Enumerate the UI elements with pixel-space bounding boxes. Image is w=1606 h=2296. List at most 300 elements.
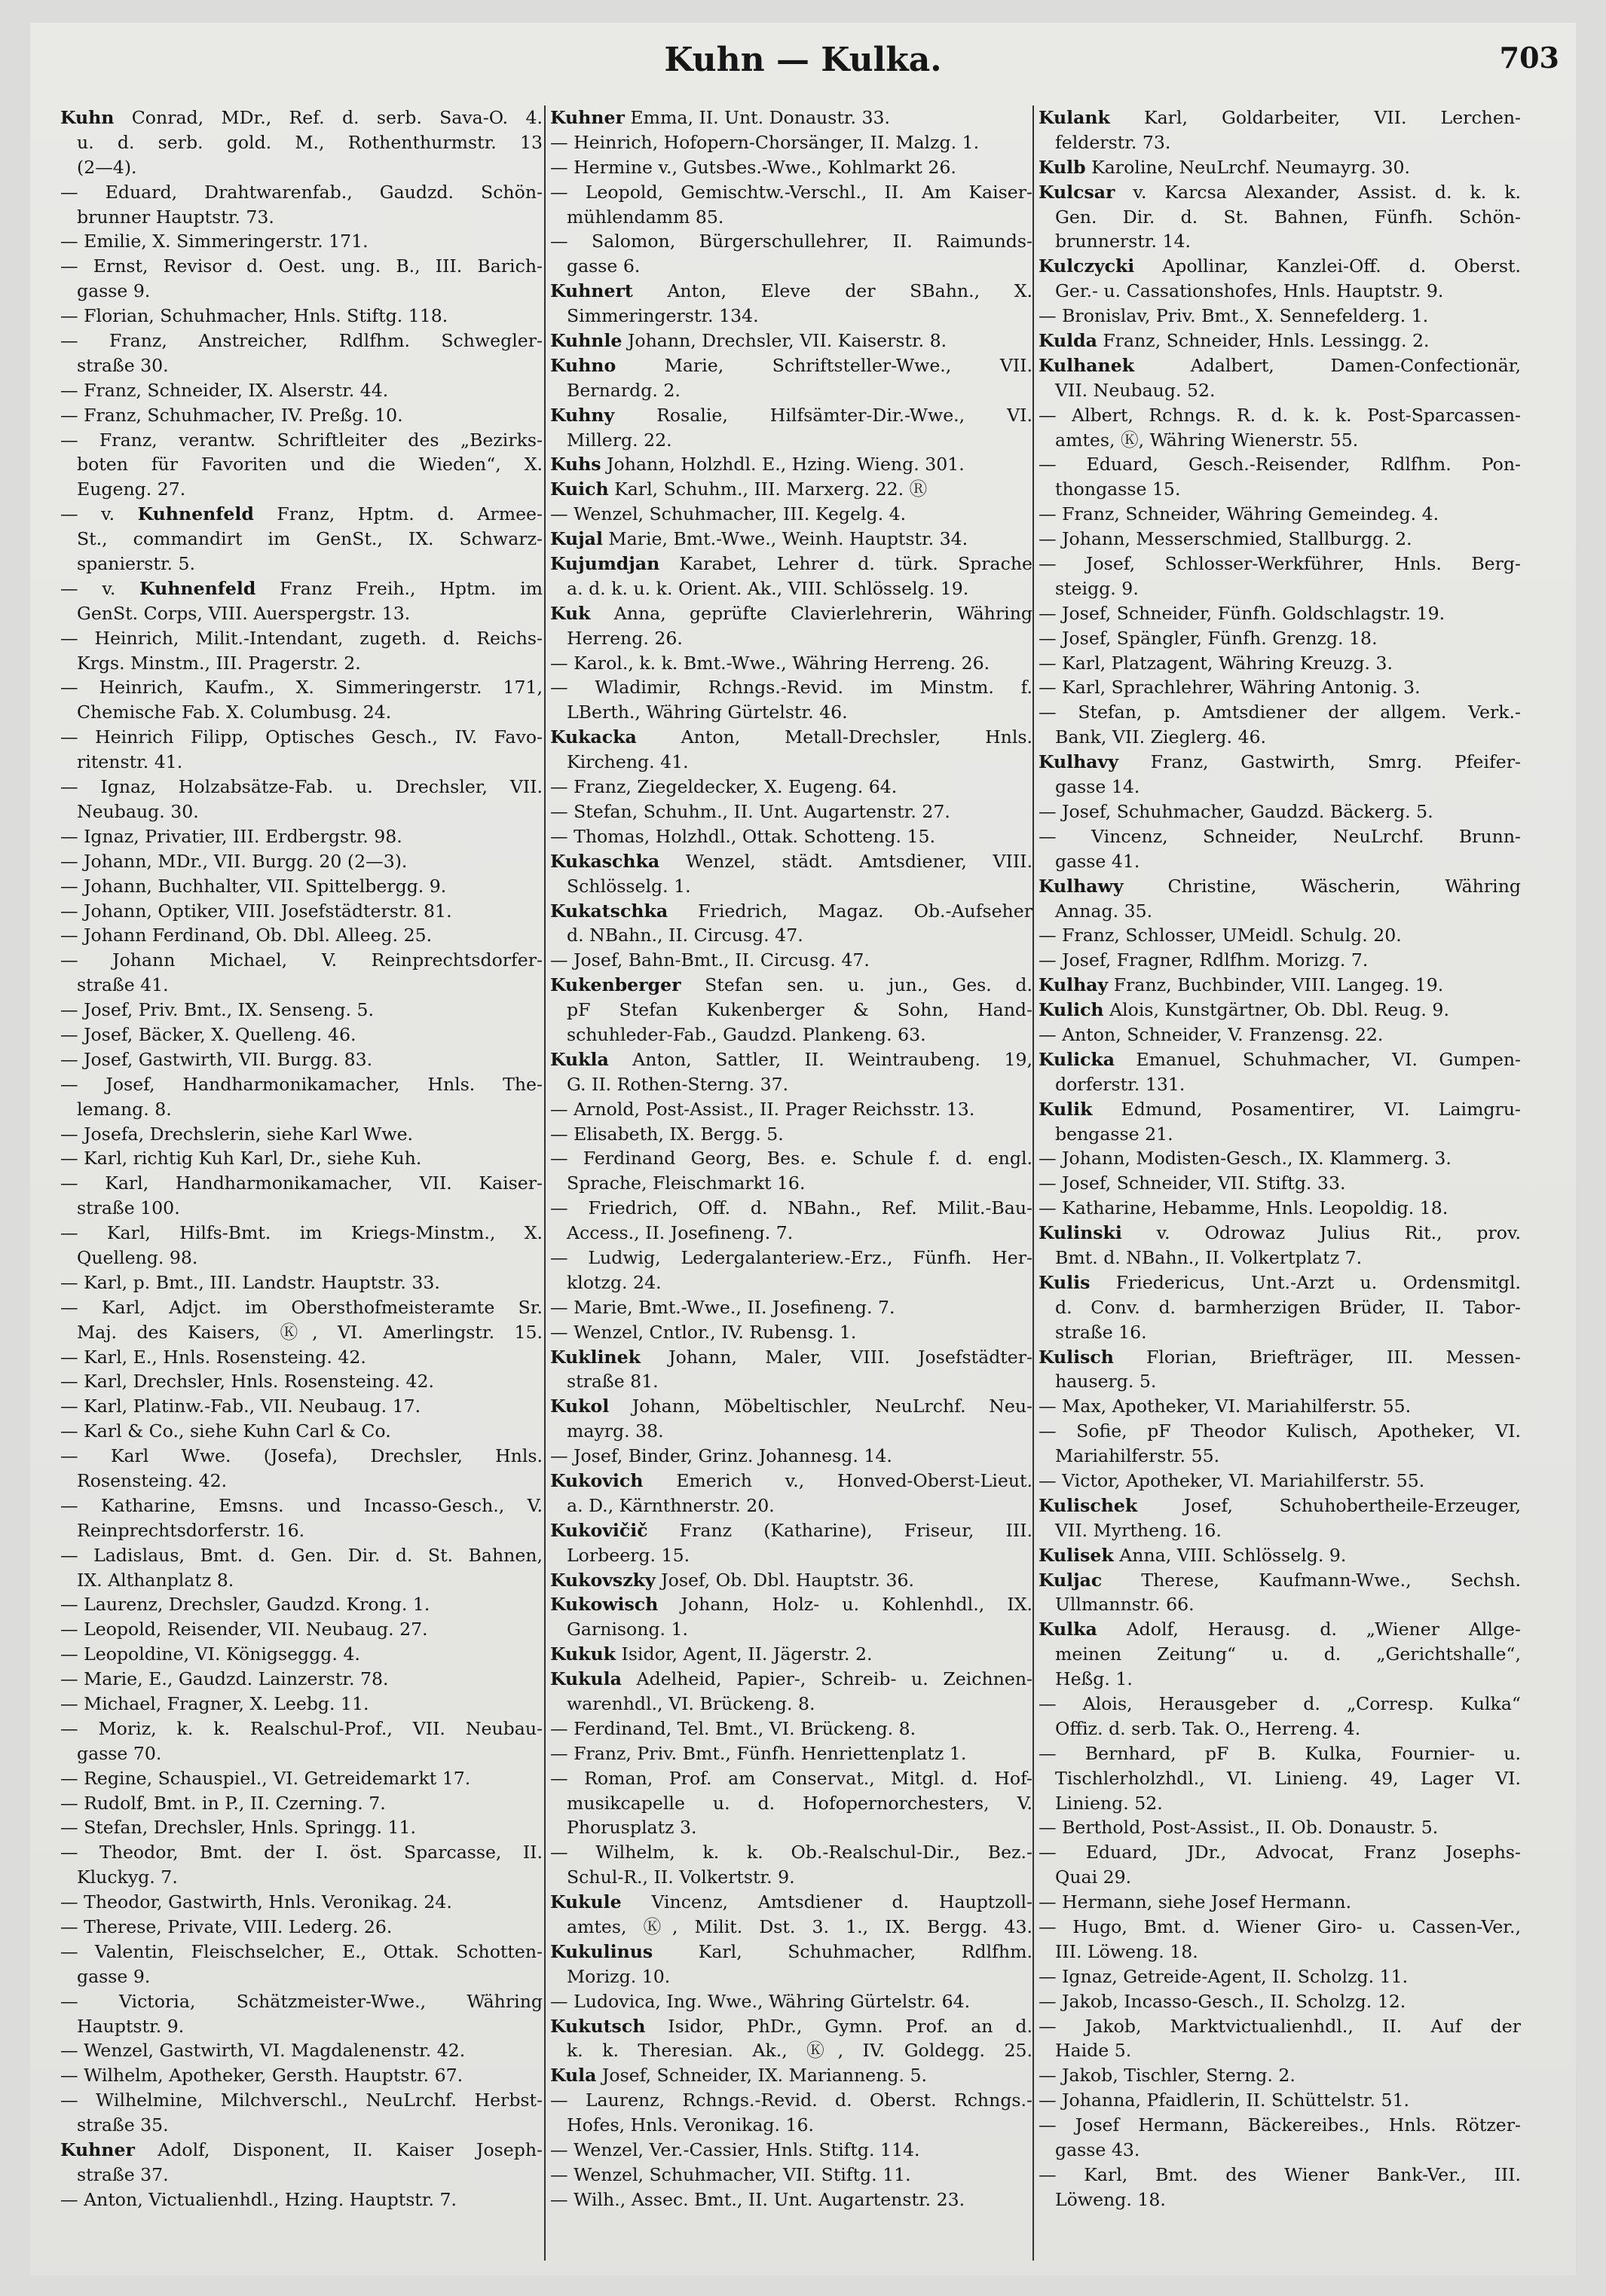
surname-headword: Kuhn — [60, 107, 115, 128]
entry-line: GenSt. Corps, VIII. Auerspergstr. 13. — [77, 602, 411, 624]
surname-headword: Kulik — [1039, 1098, 1093, 1120]
entry-line: — Katharine, Hebamme, Hnls. Leopoldig. 18. — [1039, 1197, 1448, 1219]
entry-line: amtes, Ⓚ, Währing Wienerstr. 55. — [1055, 429, 1359, 451]
entry-line: — Karl, Sprachlehrer, Währing Antonig. 3. — [1039, 677, 1421, 699]
entry-headword-line: Kuhn Conrad, MDr., Ref. d. serb. Sava-O. 4. — [60, 107, 543, 128]
entry-line: a. D., Kärnthnerstr. 20. — [567, 1494, 775, 1516]
entry-line: Sprache, Fleischmarkt 16. — [567, 1172, 806, 1194]
entry-line: Mariahilferstr. 55. — [1055, 1445, 1220, 1467]
entry-headword-line: Kukenberger Stefan sen. u. jun., Ges. d. — [550, 974, 1032, 996]
entry-headword-line: Kujumdjan Karabet, Lehrer d. türk. Sprache — [550, 553, 1032, 575]
entry-line: — Hermine v., Gutsbes.-Wwe., Kohlmarkt 26. — [550, 156, 956, 178]
entry-line: — Rudolf, Bmt. in P., II. Czerning. 7. — [60, 1792, 386, 1814]
entry-headword-line: Kukatschka Friedrich, Magaz. Ob.-Aufseher — [550, 900, 1032, 922]
entry-line: — Bernhard, pF B. Kulka, Fournier- u. — [1039, 1742, 1521, 1764]
entry-line: — Wenzel, Cntlor., IV. Rubensg. 1. — [550, 1321, 857, 1343]
entry-line: Bernardg. 2. — [567, 379, 681, 401]
entry-line: bengasse 21. — [1055, 1123, 1173, 1145]
entry-line: steigg. 9. — [1055, 577, 1139, 599]
entry-line: — Josef, Handharmonikamacher, Hnls. The- — [60, 1073, 543, 1095]
entry-line: — Wilhelm, k. k. Ob.-Realschul-Dir., Bez.- — [550, 1842, 1032, 1863]
entry-line: — Josef, Schlosser-Werkführer, Hnls. Berg- — [1039, 553, 1521, 575]
surname-headword: Kukatschka — [550, 900, 668, 922]
entry-headword-line: Kuich Karl, Schuhm., III. Marxerg. 22. Ⓡ — [550, 478, 928, 500]
entry-line: straße 41. — [77, 974, 169, 996]
entry-line: — Wenzel, Ver.-Cassier, Hnls. Stiftg. 114. — [550, 2139, 920, 2161]
entry-line: lemang. 8. — [77, 1098, 172, 1120]
surname-headword: Kukla — [550, 1048, 609, 1070]
surname-headword: Kulhavy — [1039, 751, 1118, 773]
entry-line: — Josef, Spängler, Fünfh. Grenzg. 18. — [1039, 627, 1378, 649]
entry-headword-line: Kukacka Anton, Metall-Drechsler, Hnls. — [550, 726, 1032, 748]
surname-headword: Kulb — [1039, 156, 1086, 178]
entry-line: — Therese, Private, VIII. Lederg. 26. — [60, 1916, 393, 1938]
entry-line: — Josef, Priv. Bmt., IX. Senseng. 5. — [60, 999, 374, 1021]
entry-line: — Theodor, Bmt. der I. öst. Sparcasse, II. — [60, 1842, 543, 1863]
surname-headword: Kulischek — [1039, 1494, 1138, 1516]
entry-line: G. II. Rothen-Sterng. 37. — [567, 1073, 789, 1095]
entry-headword-line: Kuhner Adolf, Disponent, II. Kaiser Joseph- — [60, 2139, 543, 2161]
entry-line: — Ferdinand Georg, Bes. e. Schule f. d. engl. — [550, 1148, 1032, 1169]
entry-line: LBerth., Währing Gürtelstr. 46. — [567, 702, 848, 723]
entry-headword-line: — v. Kuhnenfeld Franz, Hptm. d. Armee- — [60, 503, 543, 525]
surname-headword: Kuhner — [550, 107, 625, 128]
surname-headword: Kuhny — [550, 404, 615, 426]
entry-line: straße 37. — [77, 2163, 169, 2185]
entry-line: — Roman, Prof. am Conservat., Mitgl. d. Hof- — [550, 1767, 1032, 1789]
entry-line: a. d. k. u. k. Orient. Ak., VIII. Schlösselg. 19. — [567, 577, 969, 599]
surname-headword: Kukule — [550, 1891, 622, 1913]
surname-headword: Kujumdjan — [550, 553, 660, 575]
surname-headword: Kukowisch — [550, 1594, 659, 1616]
surname-headword: Kulhay — [1039, 974, 1109, 996]
entry-line: Annag. 35. — [1055, 900, 1153, 922]
entry-line: Quai 29. — [1055, 1866, 1132, 1888]
entry-line: — Valentin, Fleischselcher, E., Ottak. Schotten- — [60, 1940, 543, 1962]
entry-line: Bmt. d. NBahn., II. Volkertplatz 7. — [1055, 1246, 1363, 1268]
entry-line: hauserg. 5. — [1055, 1371, 1157, 1393]
surname-headword: Kuhnenfeld — [137, 503, 254, 525]
entry-line: Quelleng. 98. — [77, 1246, 198, 1268]
entry-headword-line: Kula Josef, Schneider, IX. Marianneng. 5. — [550, 2065, 927, 2087]
entry-line: — Ludovica, Ing. Wwe., Währing Gürtelstr. 64. — [550, 1990, 971, 2012]
entry-line: — Jakob, Tischler, Sterng. 2. — [1039, 2065, 1296, 2087]
entry-line: — Ferdinand, Tel. Bmt., VI. Brückeng. 8. — [550, 1717, 916, 1739]
surname-headword: Kuich — [550, 478, 609, 500]
entry-line: mayrg. 38. — [567, 1420, 664, 1442]
entry-line: — Franz, Priv. Bmt., Fünfh. Henriettenplatz 1. — [550, 1742, 967, 1764]
entry-line: Rosensteing. 42. — [77, 1469, 228, 1491]
entry-headword-line: Kukovszky Josef, Ob. Dbl. Hauptstr. 36. — [550, 1569, 915, 1591]
column-divider — [1032, 105, 1034, 2261]
entry-headword-line: Kuljac Therese, Kaufmann-Wwe., Sechsh. — [1039, 1569, 1521, 1591]
entry-line: — Regine, Schauspiel., VI. Getreidemarkt 17. — [60, 1767, 471, 1789]
surname-headword: Kukuk — [550, 1643, 616, 1665]
entry-line: pF Stefan Kukenberger & Sohn, Hand- — [567, 999, 1032, 1021]
entry-line: gasse 41. — [1055, 850, 1140, 872]
entry-line: VII. Myrtheng. 16. — [1055, 1519, 1222, 1541]
entry-line: — Moriz, k. k. Realschul-Prof., VII. Neubau- — [60, 1717, 543, 1739]
entry-line: Hofes, Hnls. Veronikag. 16. — [567, 2114, 815, 2136]
entry-line: — Karl, Bmt. des Wiener Bank-Ver., III. — [1039, 2163, 1521, 2185]
entry-line: — Josef, Schuhmacher, Gaudzd. Bäckerg. 5. — [1039, 800, 1433, 822]
entry-line: Hauptstr. 9. — [77, 2015, 185, 2037]
entry-headword-line: Kulhawy Christine, Wäscherin, Währing — [1039, 875, 1521, 897]
entry-line: — Ignaz, Holzabsätze-Fab. u. Drechsler, VII. — [60, 776, 543, 798]
entry-line: — Hugo, Bmt. d. Wiener Giro- u. Cassen-Ver., — [1039, 1916, 1521, 1938]
surname-headword: Kulhawy — [1039, 875, 1124, 897]
entry-line: — Leopold, Reisender, VII. Neubaug. 27. — [60, 1619, 428, 1640]
entry-headword-line: Kuhnert Anton, Eleve der SBahn., X. — [550, 280, 1032, 302]
entry-line: — Leopold, Gemischtw.-Verschl., II. Am Kaiser- — [550, 181, 1032, 203]
entry-headword-line: Kulhay Franz, Buchbinder, VIII. Langeg. 19. — [1039, 974, 1444, 996]
entry-line: (2—4). — [77, 156, 137, 178]
entry-line: — Josef, Schneider, VII. Stiftg. 33. — [1039, 1172, 1346, 1194]
entry-headword-line: Kulb Karoline, NeuLrchf. Neumayrg. 30. — [1039, 156, 1411, 178]
entry-line: — Laurenz, Rchngs.-Revid. d. Oberst. Rchngs.- — [550, 2090, 1032, 2111]
entry-line: — Johann, Optiker, VIII. Josefstädterstr. 81. — [60, 900, 452, 922]
entry-line: — Bronislav, Priv. Bmt., X. Sennefelderg. 1. — [1039, 305, 1429, 327]
entry-headword-line: Kulich Alois, Kunstgärtner, Ob. Dbl. Reug. 9. — [1039, 999, 1449, 1021]
entry-line: — Josef Hermann, Bäckereibes., Hnls. Rötzer- — [1039, 2114, 1521, 2136]
entry-line: Lorbeerg. 15. — [567, 1544, 690, 1566]
entry-line: Offiz. d. serb. Tak. O., Herreng. 4. — [1055, 1717, 1361, 1739]
surname-headword: Kulcsar — [1039, 181, 1115, 203]
entry-line: — Hermann, siehe Josef Hermann. — [1039, 1891, 1352, 1913]
surname-headword: Kukacka — [550, 726, 637, 748]
entry-line: — Heinrich, Milit.-Intendant, zugeth. d. Reichs- — [60, 627, 543, 649]
entry-headword-line: Kulank Karl, Goldarbeiter, VII. Lerchen- — [1039, 107, 1521, 128]
entry-line: — Arnold, Post-Assist., II. Prager Reichsstr. 13. — [550, 1098, 975, 1120]
entry-line: — Stefan, p. Amtsdiener der allgem. Verk.- — [1039, 702, 1521, 723]
entry-line: — Franz, Schneider, IX. Alserstr. 44. — [60, 379, 389, 401]
entry-line: — Emilie, X. Simmeringerstr. 171. — [60, 231, 369, 252]
entry-line: — Ladislaus, Bmt. d. Gen. Dir. d. St. Bahnen, — [60, 1544, 543, 1566]
entry-headword-line: Kuhner Emma, II. Unt. Donaustr. 33. — [550, 107, 891, 128]
entry-line: — Karl Wwe. (Josefa), Drechsler, Hnls. — [60, 1445, 543, 1467]
entry-line: Linieng. 52. — [1055, 1792, 1163, 1814]
entry-line: — Anton, Schneider, V. Franzensg. 22. — [1039, 1023, 1384, 1045]
entry-line: boten für Favoriten und die Wieden“, X. — [77, 454, 543, 475]
entry-line: — Johanna, Pfaidlerin, II. Schüttelstr. 51. — [1039, 2090, 1410, 2111]
surname-headword: Kulicka — [1039, 1048, 1115, 1070]
entry-headword-line: Kukovich Emerich v., Honved-Oberst-Lieut. — [550, 1469, 1032, 1491]
entry-line: — Wenzel, Schuhmacher, III. Kegelg. 4. — [550, 503, 907, 525]
surname-headword: Kukovičič — [550, 1519, 648, 1541]
entry-line: musikcapelle u. d. Hofopernorchesters, V. — [567, 1792, 1032, 1814]
entry-line: — Eduard, Drahtwarenfab., Gaudzd. Schön- — [60, 181, 543, 203]
entry-line: Maj. des Kaisers, Ⓚ, VI. Amerlingstr. 15. — [77, 1321, 543, 1343]
page-header — [0, 15, 1606, 87]
entry-headword-line: Kukuk Isidor, Agent, II. Jägerstr. 2. — [550, 1643, 873, 1665]
entry-line: Millerg. 22. — [567, 429, 672, 451]
entry-line: — Elisabeth, IX. Bergg. 5. — [550, 1123, 784, 1145]
entry-headword-line: Kuhnle Johann, Drechsler, VII. Kaiserstr. 8. — [550, 330, 947, 352]
entry-line: — Jakob, Marktvictualienhdl., II. Auf der — [1039, 2015, 1521, 2037]
entry-line: klotzg. 24. — [567, 1271, 662, 1293]
running-head: Kuhn — Kulka. — [664, 41, 942, 79]
surname-headword: Kuhno — [550, 354, 616, 376]
entry-line: k. k. Theresian. Ak., Ⓚ, IV. Goldegg. 25. — [567, 2040, 1032, 2062]
entry-line: Schul-R., II. Volkertstr. 9. — [567, 1866, 795, 1888]
entry-line: — Florian, Schuhmacher, Hnls. Stiftg. 118. — [60, 305, 448, 327]
surname-headword: Kukutsch — [550, 2015, 646, 2037]
entry-line: — Karl, Adjct. im Obersthofmeisteramte Sr. — [60, 1296, 543, 1318]
entry-line: Kircheng. 41. — [567, 751, 689, 773]
entry-line: dorferstr. 131. — [1055, 1073, 1185, 1095]
page-number: 703 — [1499, 41, 1559, 75]
entry-headword-line: Kukowisch Johann, Holz- u. Kohlenhdl., IX. — [550, 1594, 1032, 1616]
entry-line: — Ignaz, Privatier, III. Erdbergstr. 98. — [60, 825, 402, 847]
entry-line: Reinprechtsdorferstr. 16. — [77, 1519, 305, 1541]
entry-headword-line: Kulischek Josef, Schuhobertheile-Erzeuger, — [1039, 1494, 1521, 1516]
entry-line: — Karl, Hilfs-Bmt. im Kriegs-Minstm., X. — [60, 1222, 543, 1244]
surname-headword: Kuk — [550, 602, 591, 624]
column-2 — [550, 105, 1032, 2212]
entry-line: IX. Althanplatz 8. — [77, 1569, 234, 1591]
entry-line: — Alois, Herausgeber d. „Corresp. Kulka“ — [1039, 1693, 1521, 1714]
entry-headword-line: Kukulinus Karl, Schuhmacher, Rdlfhm. — [550, 1940, 1032, 1962]
entry-line: Ullmannstr. 66. — [1055, 1594, 1195, 1616]
entry-line: Krgs. Minstm., III. Pragerstr. 2. — [77, 652, 361, 674]
entry-line: — Victor, Apotheker, VI. Mariahilferstr. 55. — [1039, 1469, 1425, 1491]
column-divider — [544, 105, 546, 2261]
entry-headword-line: Kukla Anton, Sattler, II. Weintraubeng. 19, — [550, 1048, 1032, 1070]
entry-line: — Stefan, Schuhm., II. Unt. Augartenstr. 27. — [550, 800, 950, 822]
entry-line: Gen. Dir. d. St. Bahnen, Fünfh. Schön- — [1055, 206, 1521, 228]
entry-line: — Wilhelmine, Milchverschl., NeuLrchf. Herbst- — [60, 2090, 543, 2111]
entry-line: — Leopoldine, VI. Königseggg. 4. — [60, 1643, 360, 1665]
surname-headword: Kuljac — [1039, 1569, 1103, 1591]
entry-line: — Laurenz, Drechsler, Gaudzd. Krong. 1. — [60, 1594, 430, 1616]
entry-line: thongasse 15. — [1055, 478, 1181, 500]
entry-headword-line: Kulicka Emanuel, Schuhmacher, VI. Gumpen- — [1039, 1048, 1521, 1070]
surname-headword: Kukovszky — [550, 1569, 656, 1591]
entry-headword-line: Kulda Franz, Schneider, Hnls. Lessingg. 2. — [1039, 330, 1430, 352]
entry-line: straße 30. — [77, 354, 169, 376]
entry-line: mühlendamm 85. — [567, 206, 724, 228]
entry-headword-line: Kukaschka Wenzel, städt. Amtsdiener, VIII. — [550, 850, 1032, 872]
entry-line: meinen Zeitung“ u. d. „Gerichtshalle“, — [1055, 1643, 1521, 1665]
entry-line: — Josefa, Drechslerin, siehe Karl Wwe. — [60, 1123, 414, 1145]
entry-line: — Friedrich, Off. d. NBahn., Ref. Milit.-Bau- — [550, 1197, 1032, 1219]
entry-line: Eugeng. 27. — [77, 478, 186, 500]
entry-headword-line: Kukule Vincenz, Amtsdiener d. Hauptzoll- — [550, 1891, 1032, 1913]
surname-headword: Kuhnenfeld — [139, 577, 256, 599]
entry-line: — Josef, Binder, Grinz. Johannesg. 14. — [550, 1445, 892, 1467]
surname-headword: Kukenberger — [550, 974, 681, 996]
surname-headword: Kulisek — [1039, 1544, 1114, 1566]
column-1 — [60, 105, 543, 2212]
surname-headword: Kukol — [550, 1396, 610, 1417]
surname-headword: Kulisch — [1039, 1346, 1114, 1368]
entry-line: — Johann Ferdinand, Ob. Dbl. Alleeg. 25. — [60, 925, 433, 946]
entry-line: — Franz, Schneider, Währing Gemeindeg. 4. — [1039, 503, 1439, 525]
entry-headword-line: Kukutsch Isidor, PhDr., Gymn. Prof. an d. — [550, 2015, 1032, 2037]
entry-headword-line: Kulisek Anna, VIII. Schlösselg. 9. — [1039, 1544, 1347, 1566]
entry-line: gasse 70. — [77, 1742, 162, 1764]
entry-line: straße 100. — [77, 1197, 180, 1219]
entry-line: Tischlerholzhdl., VI. Linieng. 49, Lager VI. — [1055, 1767, 1521, 1789]
entry-line: Schlösselg. 1. — [567, 875, 691, 897]
entry-line: VII. Neubaug. 52. — [1055, 379, 1216, 401]
entry-line: — Marie, E., Gaudzd. Lainzerstr. 78. — [60, 1668, 389, 1690]
entry-line: — Wenzel, Gastwirth, VI. Magdalenenstr. 42. — [60, 2040, 466, 2062]
entry-line: gasse 9. — [77, 280, 151, 302]
entry-headword-line: Kulcsar v. Karcsa Alexander, Assist. d. k. k. — [1039, 181, 1521, 203]
entry-line: — Franz, Ziegeldecker, X. Eugeng. 64. — [550, 776, 898, 798]
surname-headword: Kuhs — [550, 454, 601, 475]
surname-headword: Kula — [550, 2065, 597, 2087]
entry-line: spanierstr. 5. — [77, 553, 196, 575]
entry-line: — Josef, Fragner, Rdlfhm. Morizg. 7. — [1039, 949, 1369, 971]
entry-line: Heßg. 1. — [1055, 1668, 1133, 1690]
surname-headword: Kukaschka — [550, 850, 660, 872]
entry-line: — Ignaz, Getreide-Agent, II. Scholzg. 11. — [1039, 1965, 1409, 1987]
entry-line: — Jakob, Incasso-Gesch., II. Scholzg. 12. — [1039, 1990, 1406, 2012]
entry-headword-line: Kujal Marie, Bmt.-Wwe., Weinh. Hauptstr. 34. — [550, 528, 968, 550]
entry-line: straße 35. — [77, 2114, 169, 2136]
entry-line: — Josef, Bäcker, X. Quelleng. 46. — [60, 1023, 356, 1045]
entry-line: — Karl, p. Bmt., III. Landstr. Hauptstr. 33. — [60, 1271, 440, 1293]
entry-headword-line: Kulhanek Adalbert, Damen-Confectionär, — [1039, 354, 1521, 376]
entry-headword-line: — v. Kuhnenfeld Franz Freih., Hptm. im — [60, 577, 543, 599]
entry-line: Morizg. 10. — [567, 1965, 671, 1987]
entry-line: Herreng. 26. — [567, 627, 683, 649]
surname-headword: Kukula — [550, 1668, 622, 1690]
entry-line: — Franz, Schlosser, UMeidl. Schulg. 20. — [1039, 925, 1402, 946]
entry-line: gasse 43. — [1055, 2139, 1140, 2161]
entry-line: Access., II. Josefineng. 7. — [567, 1222, 794, 1244]
entry-line: — Franz, Anstreicher, Rdlfhm. Schwegler- — [60, 330, 543, 352]
entry-line: felderstr. 73. — [1055, 131, 1171, 153]
entry-line: straße 81. — [567, 1371, 659, 1393]
surname-headword: Kuhnle — [550, 330, 623, 352]
entry-line: Kluckyg. 7. — [77, 1866, 178, 1888]
surname-headword: Kulis — [1039, 1271, 1091, 1293]
entry-line: — Karol., k. k. Bmt.-Wwe., Währing Herreng. 26. — [550, 652, 990, 674]
entry-line: amtes, Ⓚ, Milit. Dst. 3. 1., IX. Bergg. 43. — [567, 1916, 1032, 1938]
entry-headword-line: Kulinski v. Odrowaz Julius Rit., prov. — [1039, 1222, 1521, 1244]
surname-headword: Kulinski — [1039, 1222, 1122, 1244]
entry-line: — Karl, richtig Kuh Karl, Dr., siehe Kuh. — [60, 1148, 422, 1169]
entry-line: — Vincenz, Schneider, NeuLrchf. Brunn- — [1039, 825, 1521, 847]
entry-line: — Heinrich, Kaufm., X. Simmeringerstr. 171, — [60, 677, 543, 699]
entry-line: Löweng. 18. — [1055, 2188, 1166, 2210]
entry-line: Neubaug. 30. — [77, 800, 199, 822]
entry-headword-line: Kukovičič Franz (Katharine), Friseur, III. — [550, 1519, 1032, 1541]
entry-line: — Stefan, Drechsler, Hnls. Springg. 11. — [60, 1817, 417, 1839]
entry-line: Chemische Fab. X. Columbusg. 24. — [77, 702, 392, 723]
surname-headword: Kujal — [550, 528, 603, 550]
entry-line: — Wilh., Assec. Bmt., II. Unt. Augartenstr. 23. — [550, 2188, 965, 2210]
entry-line: — Ludwig, Ledergalanteriew.-Erz., Fünfh. Her- — [550, 1246, 1032, 1268]
entry-line: — Anton, Victualienhdl., Hzing. Hauptstr. 7. — [60, 2188, 457, 2210]
surname-headword: Kulda — [1039, 330, 1097, 352]
surname-headword: Kulhanek — [1039, 354, 1135, 376]
entry-line: — Karl, Drechsler, Hnls. Rosensteing. 42. — [60, 1371, 435, 1393]
entry-line: — Josef, Gastwirth, VII. Burgg. 83. — [60, 1048, 373, 1070]
entry-line: — Josef, Bahn-Bmt., II. Circusg. 47. — [550, 949, 870, 971]
entry-line: Bank, VII. Zieglerg. 46. — [1055, 726, 1266, 748]
surname-headword: Kulich — [1039, 999, 1104, 1021]
entry-line: — Max, Apotheker, VI. Mariahilferstr. 55. — [1039, 1396, 1412, 1417]
surname-headword: Kulka — [1039, 1619, 1097, 1640]
entry-line: gasse 6. — [567, 255, 641, 277]
entry-line: — Karl, Handharmonikamacher, VII. Kaiser- — [60, 1172, 543, 1194]
entry-line: Simmeringerstr. 134. — [567, 305, 759, 327]
entry-line: — Heinrich, Hofopern-Chorsänger, II. Malzg. 1. — [550, 131, 980, 153]
entry-headword-line: Kulis Friedericus, Unt.-Arzt u. Ordensmitgl. — [1039, 1271, 1521, 1293]
entry-line: Garnisong. 1. — [567, 1619, 689, 1640]
entry-headword-line: Kulhavy Franz, Gastwirth, Smrg. Pfeifer- — [1039, 751, 1521, 773]
entry-line: Phorusplatz 3. — [567, 1817, 697, 1839]
entry-line: brunner Hauptstr. 73. — [77, 206, 274, 228]
entry-line: — Wenzel, Schuhmacher, VII. Stiftg. 11. — [550, 2163, 911, 2185]
entry-line: — Johann, Modisten-Gesch., IX. Klammerg. 3. — [1039, 1148, 1452, 1169]
surname-headword: Kukulinus — [550, 1940, 653, 1962]
entry-headword-line: Kuhs Johann, Holzhdl. E., Hzing. Wieng. 301. — [550, 454, 965, 475]
entry-line: — Johann, Buchhalter, VII. Spittelbergg. 9. — [60, 875, 447, 897]
entry-line: — Marie, Bmt.-Wwe., II. Josefineng. 7. — [550, 1296, 895, 1318]
entry-line: — Berthold, Post-Assist., II. Ob. Donaustr. 5. — [1039, 1817, 1439, 1839]
entry-line: — Wilhelm, Apotheker, Gersth. Hauptstr. 67. — [60, 2065, 463, 2087]
entry-line: — Karl, E., Hnls. Rosensteing. 42. — [60, 1346, 366, 1368]
entry-line: gasse 9. — [77, 1965, 151, 1987]
entry-line: — Karl, Platzagent, Währing Kreuzg. 3. — [1039, 652, 1393, 674]
entry-line: — Thomas, Holzhdl., Ottak. Schotteng. 15. — [550, 825, 936, 847]
entry-line: d. Conv. d. barmherzigen Brüder, II. Tabor- — [1055, 1296, 1521, 1318]
entry-line: — Heinrich Filipp, Optisches Gesch., IV. Favo- — [60, 726, 543, 748]
entry-line: Haide 5. — [1055, 2040, 1132, 2062]
entry-line: — Michael, Fragner, X. Leebg. 11. — [60, 1693, 369, 1714]
surname-headword: Kuhnert — [550, 280, 633, 302]
surname-headword: Kukovich — [550, 1469, 644, 1491]
entry-line: — Josef, Schneider, Fünfh. Goldschlagstr. 19. — [1039, 602, 1445, 624]
entry-line: — Ernst, Revisor d. Oest. ung. B., III. Barich- — [60, 255, 543, 277]
entry-headword-line: Kulik Edmund, Posamentirer, VI. Laimgru- — [1039, 1098, 1521, 1120]
entry-line: — Sofie, pF Theodor Kulisch, Apotheker, VI. — [1039, 1420, 1521, 1442]
surname-headword: Kulczycki — [1039, 255, 1135, 277]
entry-line: — Johann, Messerschmied, Stallburgg. 2. — [1039, 528, 1412, 550]
entry-line: — Albert, Rchngs. R. d. k. k. Post-Sparcassen- — [1039, 404, 1521, 426]
entry-line: warenhdl., VI. Brückeng. 8. — [567, 1693, 815, 1714]
entry-headword-line: Kulka Adolf, Herausg. d. „Wiener Allge- — [1039, 1619, 1521, 1640]
surname-headword: Kuhner — [60, 2139, 135, 2161]
entry-headword-line: Kulisch Florian, Briefträger, III. Messen- — [1039, 1346, 1521, 1368]
column-3 — [1039, 105, 1521, 2212]
entry-line: schuhleder-Fab., Gaudzd. Plankeng. 63. — [567, 1023, 926, 1045]
entry-line: u. d. serb. gold. M., Rothenthurmstr. 13 — [77, 131, 543, 153]
surname-headword: Kulank — [1039, 107, 1110, 128]
entry-headword-line: Kuhny Rosalie, Hilfsämter-Dir.-Wwe., VI. — [550, 404, 1032, 426]
surname-headword: Kuklinek — [550, 1346, 641, 1368]
entry-line: brunnerstr. 14. — [1055, 231, 1191, 252]
entry-line: straße 16. — [1055, 1321, 1147, 1343]
entry-line: — Johann Michael, V. Reinprechtsdorfer- — [60, 949, 543, 971]
entry-line: — Eduard, Gesch.-Reisender, Rdlfhm. Pon- — [1039, 454, 1521, 475]
entry-line: — Karl, Platinw.-Fab., VII. Neubaug. 17. — [60, 1396, 421, 1417]
entry-line: ritenstr. 41. — [77, 751, 183, 773]
entry-headword-line: Kulczycki Apollinar, Kanzlei-Off. d. Oberst. — [1039, 255, 1521, 277]
entry-headword-line: Kukula Adelheid, Papier-, Schreib- u. Zeichnen- — [550, 1668, 1032, 1690]
entry-line: gasse 14. — [1055, 776, 1140, 798]
entry-line: Ger.- u. Cassationshofes, Hnls. Hauptstr. 9. — [1055, 280, 1444, 302]
entry-line: III. Löweng. 18. — [1055, 1940, 1198, 1962]
entry-line: — Salomon, Bürgerschullehrer, II. Raimunds- — [550, 231, 1032, 252]
entry-line: d. NBahn., II. Circusg. 47. — [567, 925, 803, 946]
entry-headword-line: Kukol Johann, Möbeltischler, NeuLrchf. Neu- — [550, 1396, 1032, 1417]
